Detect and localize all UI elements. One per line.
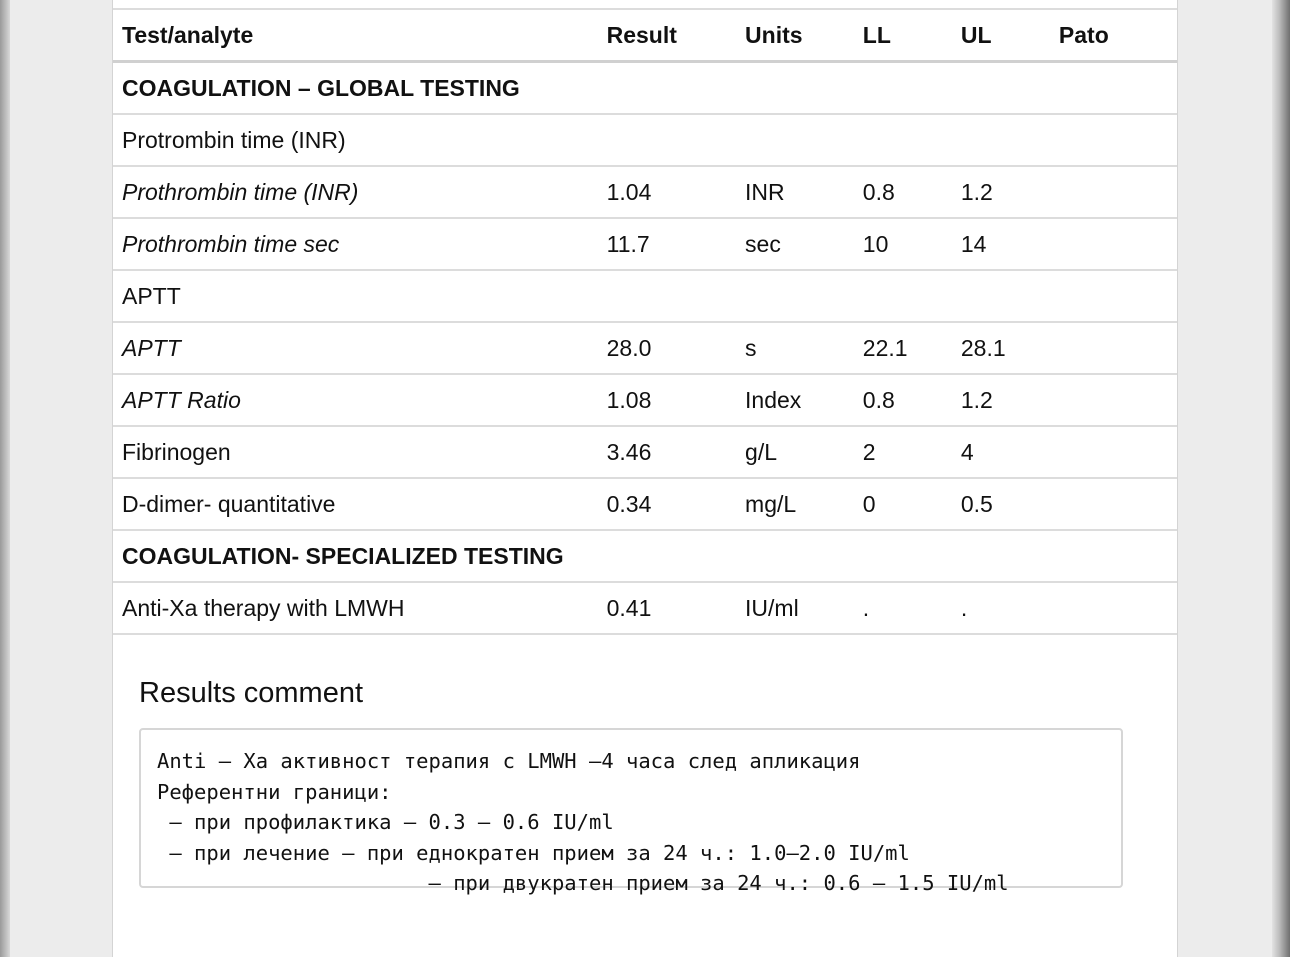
header-ul: UL bbox=[952, 9, 1050, 62]
ul-value: 14 bbox=[952, 218, 1050, 270]
section-row-specialized bbox=[113, 530, 1177, 582]
ll-value: 0.8 bbox=[854, 374, 952, 426]
units-value: IU/ml bbox=[736, 582, 854, 634]
left-page-shadow bbox=[0, 0, 10, 957]
comment-line: – при лечение – при еднократен прием за 24 ч.: 1.0–2.0 IU/ml bbox=[157, 840, 910, 865]
units-value: INR bbox=[736, 166, 854, 218]
section-title: COAGULATION- SPECIALIZED TESTING bbox=[113, 530, 1177, 582]
units-value: s bbox=[736, 322, 854, 374]
pato-value bbox=[1050, 426, 1177, 478]
table-row bbox=[113, 582, 1177, 634]
units-value: g/L bbox=[736, 426, 854, 478]
test-name: APTT bbox=[113, 322, 598, 374]
ll-value: 0 bbox=[854, 478, 952, 530]
test-name: Fibrinogen bbox=[113, 426, 598, 478]
result-value: 1.04 bbox=[598, 166, 736, 218]
table-header-row bbox=[113, 9, 1177, 62]
results-table bbox=[113, 8, 1177, 635]
pato-value bbox=[1050, 166, 1177, 218]
test-name: Prothrombin time (INR) bbox=[113, 166, 598, 218]
header-units: Units bbox=[736, 9, 854, 62]
test-name: D-dimer- quantitative bbox=[113, 478, 598, 530]
comment-line: Anti – Xa активност терапия с LMWH –4 часа след апликация bbox=[157, 749, 861, 773]
pato-value bbox=[1050, 374, 1177, 426]
group-title: APTT bbox=[113, 270, 1177, 322]
comment-line: Референтни граници: bbox=[157, 779, 392, 804]
header-ll: LL bbox=[854, 9, 952, 62]
table-row bbox=[113, 166, 1177, 218]
table-row bbox=[113, 426, 1177, 478]
group-row-protrombin bbox=[113, 114, 1177, 166]
result-value: 1.08 bbox=[598, 374, 736, 426]
section-row-global bbox=[113, 62, 1177, 115]
result-value: 3.46 bbox=[598, 426, 736, 478]
table-row bbox=[113, 478, 1177, 530]
ul-value: . bbox=[952, 582, 1050, 634]
pato-value bbox=[1050, 478, 1177, 530]
table-row bbox=[113, 322, 1177, 374]
ul-value: 1.2 bbox=[952, 166, 1050, 218]
result-value: 0.34 bbox=[598, 478, 736, 530]
comment-line: – при профилактика – 0.3 – 0.6 IU/ml bbox=[157, 810, 614, 835]
ll-value: . bbox=[854, 582, 952, 634]
result-value: 28.0 bbox=[598, 322, 736, 374]
results-comment-box bbox=[139, 728, 1123, 896]
header-result: Result bbox=[598, 9, 736, 62]
section-title: COAGULATION – GLOBAL TESTING bbox=[113, 62, 1177, 115]
units-value: sec bbox=[736, 218, 854, 270]
units-value: mg/L bbox=[736, 478, 854, 530]
header-pato: Pato bbox=[1050, 9, 1177, 62]
ll-value: 0.8 bbox=[854, 166, 952, 218]
table-row bbox=[113, 218, 1177, 270]
test-name: Prothrombin time sec bbox=[113, 218, 598, 270]
ul-value: 28.1 bbox=[952, 322, 1050, 374]
result-value: 11.7 bbox=[598, 218, 736, 270]
ll-value: 2 bbox=[854, 426, 952, 478]
pato-value bbox=[1050, 218, 1177, 270]
table-row bbox=[113, 374, 1177, 426]
ll-value: 10 bbox=[854, 218, 952, 270]
report-page bbox=[112, 0, 1178, 957]
ll-value: 22.1 bbox=[854, 322, 952, 374]
test-name: APTT Ratio bbox=[113, 374, 598, 426]
test-name: Anti-Xa therapy with LMWH bbox=[113, 582, 598, 634]
group-row-aptt bbox=[113, 270, 1177, 322]
right-scroll-edge bbox=[1272, 0, 1290, 957]
results-comment-title: Results comment bbox=[139, 677, 364, 709]
pato-value bbox=[1050, 322, 1177, 374]
ul-value: 1.2 bbox=[952, 374, 1050, 426]
pato-value bbox=[1050, 582, 1177, 634]
result-value: 0.41 bbox=[598, 582, 736, 634]
group-title: Protrombin time (INR) bbox=[113, 114, 1177, 166]
comment-line: – при двукратен прием за 24 ч.: 0.6 – 1.5 IU/ml bbox=[157, 871, 1009, 896]
ul-value: 4 bbox=[952, 426, 1050, 478]
header-test: Test/analyte bbox=[113, 9, 598, 62]
units-value: Index bbox=[736, 374, 854, 426]
ul-value: 0.5 bbox=[952, 478, 1050, 530]
